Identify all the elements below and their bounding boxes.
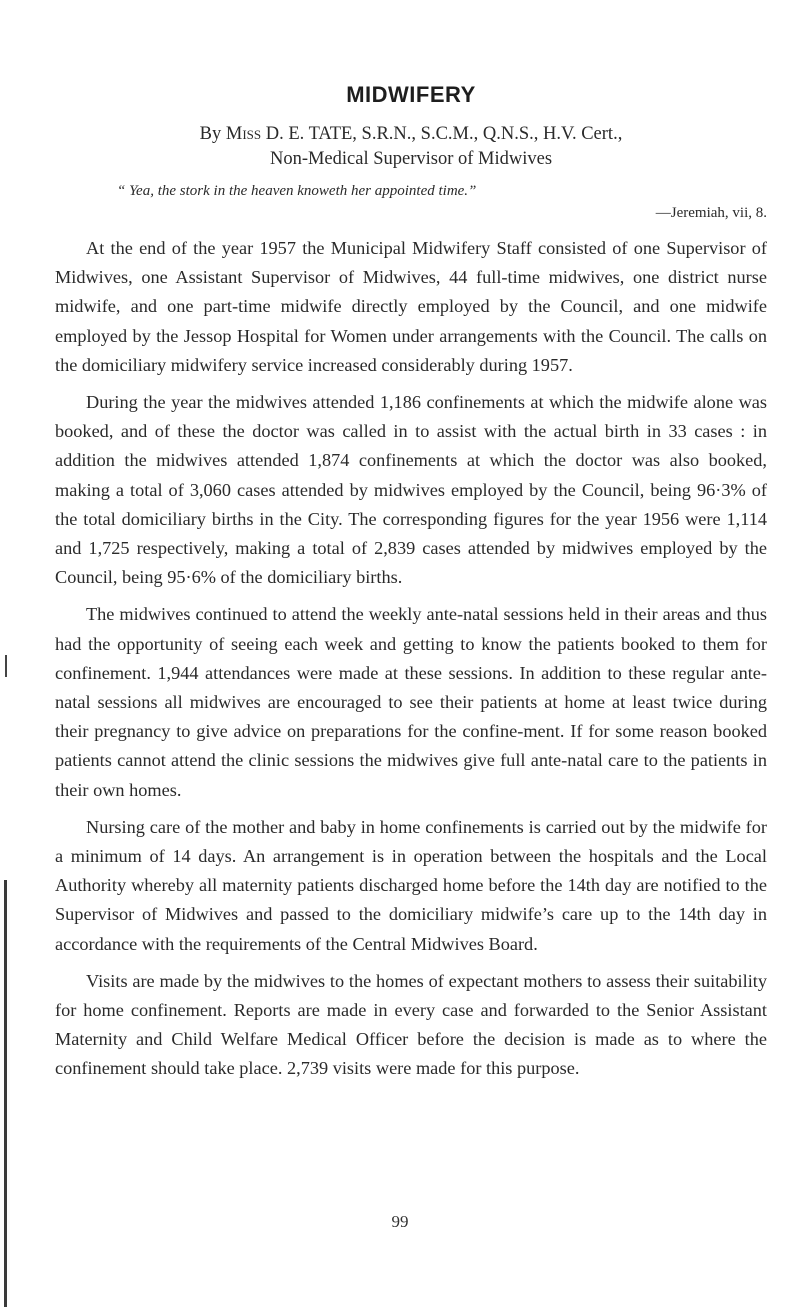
author-role: Non-Medical Supervisor of Midwives xyxy=(269,149,553,169)
paragraph-nursing-care: Nursing care of the mother and baby in home confinements is carried out by the midwife for a minimum of 14 days. An arrangement is in operation between the hospitals and the Local Authority whereby all maternity patients discharged home before the 14th day are notified to the Supervisor of Midwives and passed to the domiciliary midwife’s care up to the 14th day in accordance with the requirements of the Central Midwives Board. xyxy=(55,816,767,954)
page-title: MIDWIFERY xyxy=(346,82,476,107)
epigraph-source: —Jeremiah, vii, 8. xyxy=(655,205,767,221)
epigraph xyxy=(55,180,767,224)
author-credentials: D. E. TATE, S.R.N., S.C.M., Q.N.S., H.V. Cert., xyxy=(261,124,623,144)
paragraph-confinements: During the year the midwives attended 1,186 confinements at which the midwife alone was booked, and of these the doctor was called in to assist with the actual birth in 33 cases : in addition the midwives attended 1,874 confinements at which the doctor was also booked, making a total of 3,060 cases attended by midwives employed by the Council, being 96·3% of the total domiciliary births in the City. The corresponding figures for the year 1956 were 1,114 and 1,725 respectively, making a total of 2,839 cases attended by midwives employed by the Council, being 95·6% of the domiciliary births. xyxy=(55,392,767,588)
scan-edge-line xyxy=(4,880,7,1307)
author-honorific: Miss xyxy=(225,124,262,144)
paragraph-home-visits: Visits are made by the midwives to the homes of expectant mothers to assess their suitability for home confinement. Reports are made in every case and forwarded to the Senior Assistant Maternity and Child Welfare Medical Officer before the decision is made as to where the confinement should take place. 2,739 visits were made for this purpose. xyxy=(55,970,767,1079)
paragraph-staff: At the end of the year 1957 the Municipal Midwifery Staff consisted of one Supervisor of Midwives, one Assistant Supervisor of Midwives, 44 full-time midwives, one district nurse midwife, and one part-time midwife directly employed by the Council, and one midwife employed by the Jessop Hospital for Women under arrangements with the Council. The calls on the domiciliary midwifery service increased considerably during 1957. xyxy=(55,238,767,375)
author-line xyxy=(55,122,767,147)
epigraph-quote: “ Yea, the stork in the heaven knoweth her appointed time.” xyxy=(117,183,477,199)
page-number: 99 xyxy=(391,1212,409,1231)
paragraph-ante-natal: The midwives continued to attend the weekly ante-natal sessions held in their areas and thus had the opportunity of seeing each week and getting to know the patients booked to them for confinement. 1,944 attendances were made at these sessions. In addition to these regular ante-natal sessions all midwives are encouraged to see their patients at home at least twice during their pregnancy to give advice on preparations for the confine-ment. If for some reason booked patients cannot attend the clinic sessions the midwives give full ante-natal care to the patients in their own homes. xyxy=(55,604,767,800)
author-prefix: By xyxy=(199,124,226,144)
document-page xyxy=(55,82,767,1084)
scan-edge-mark xyxy=(5,655,7,677)
